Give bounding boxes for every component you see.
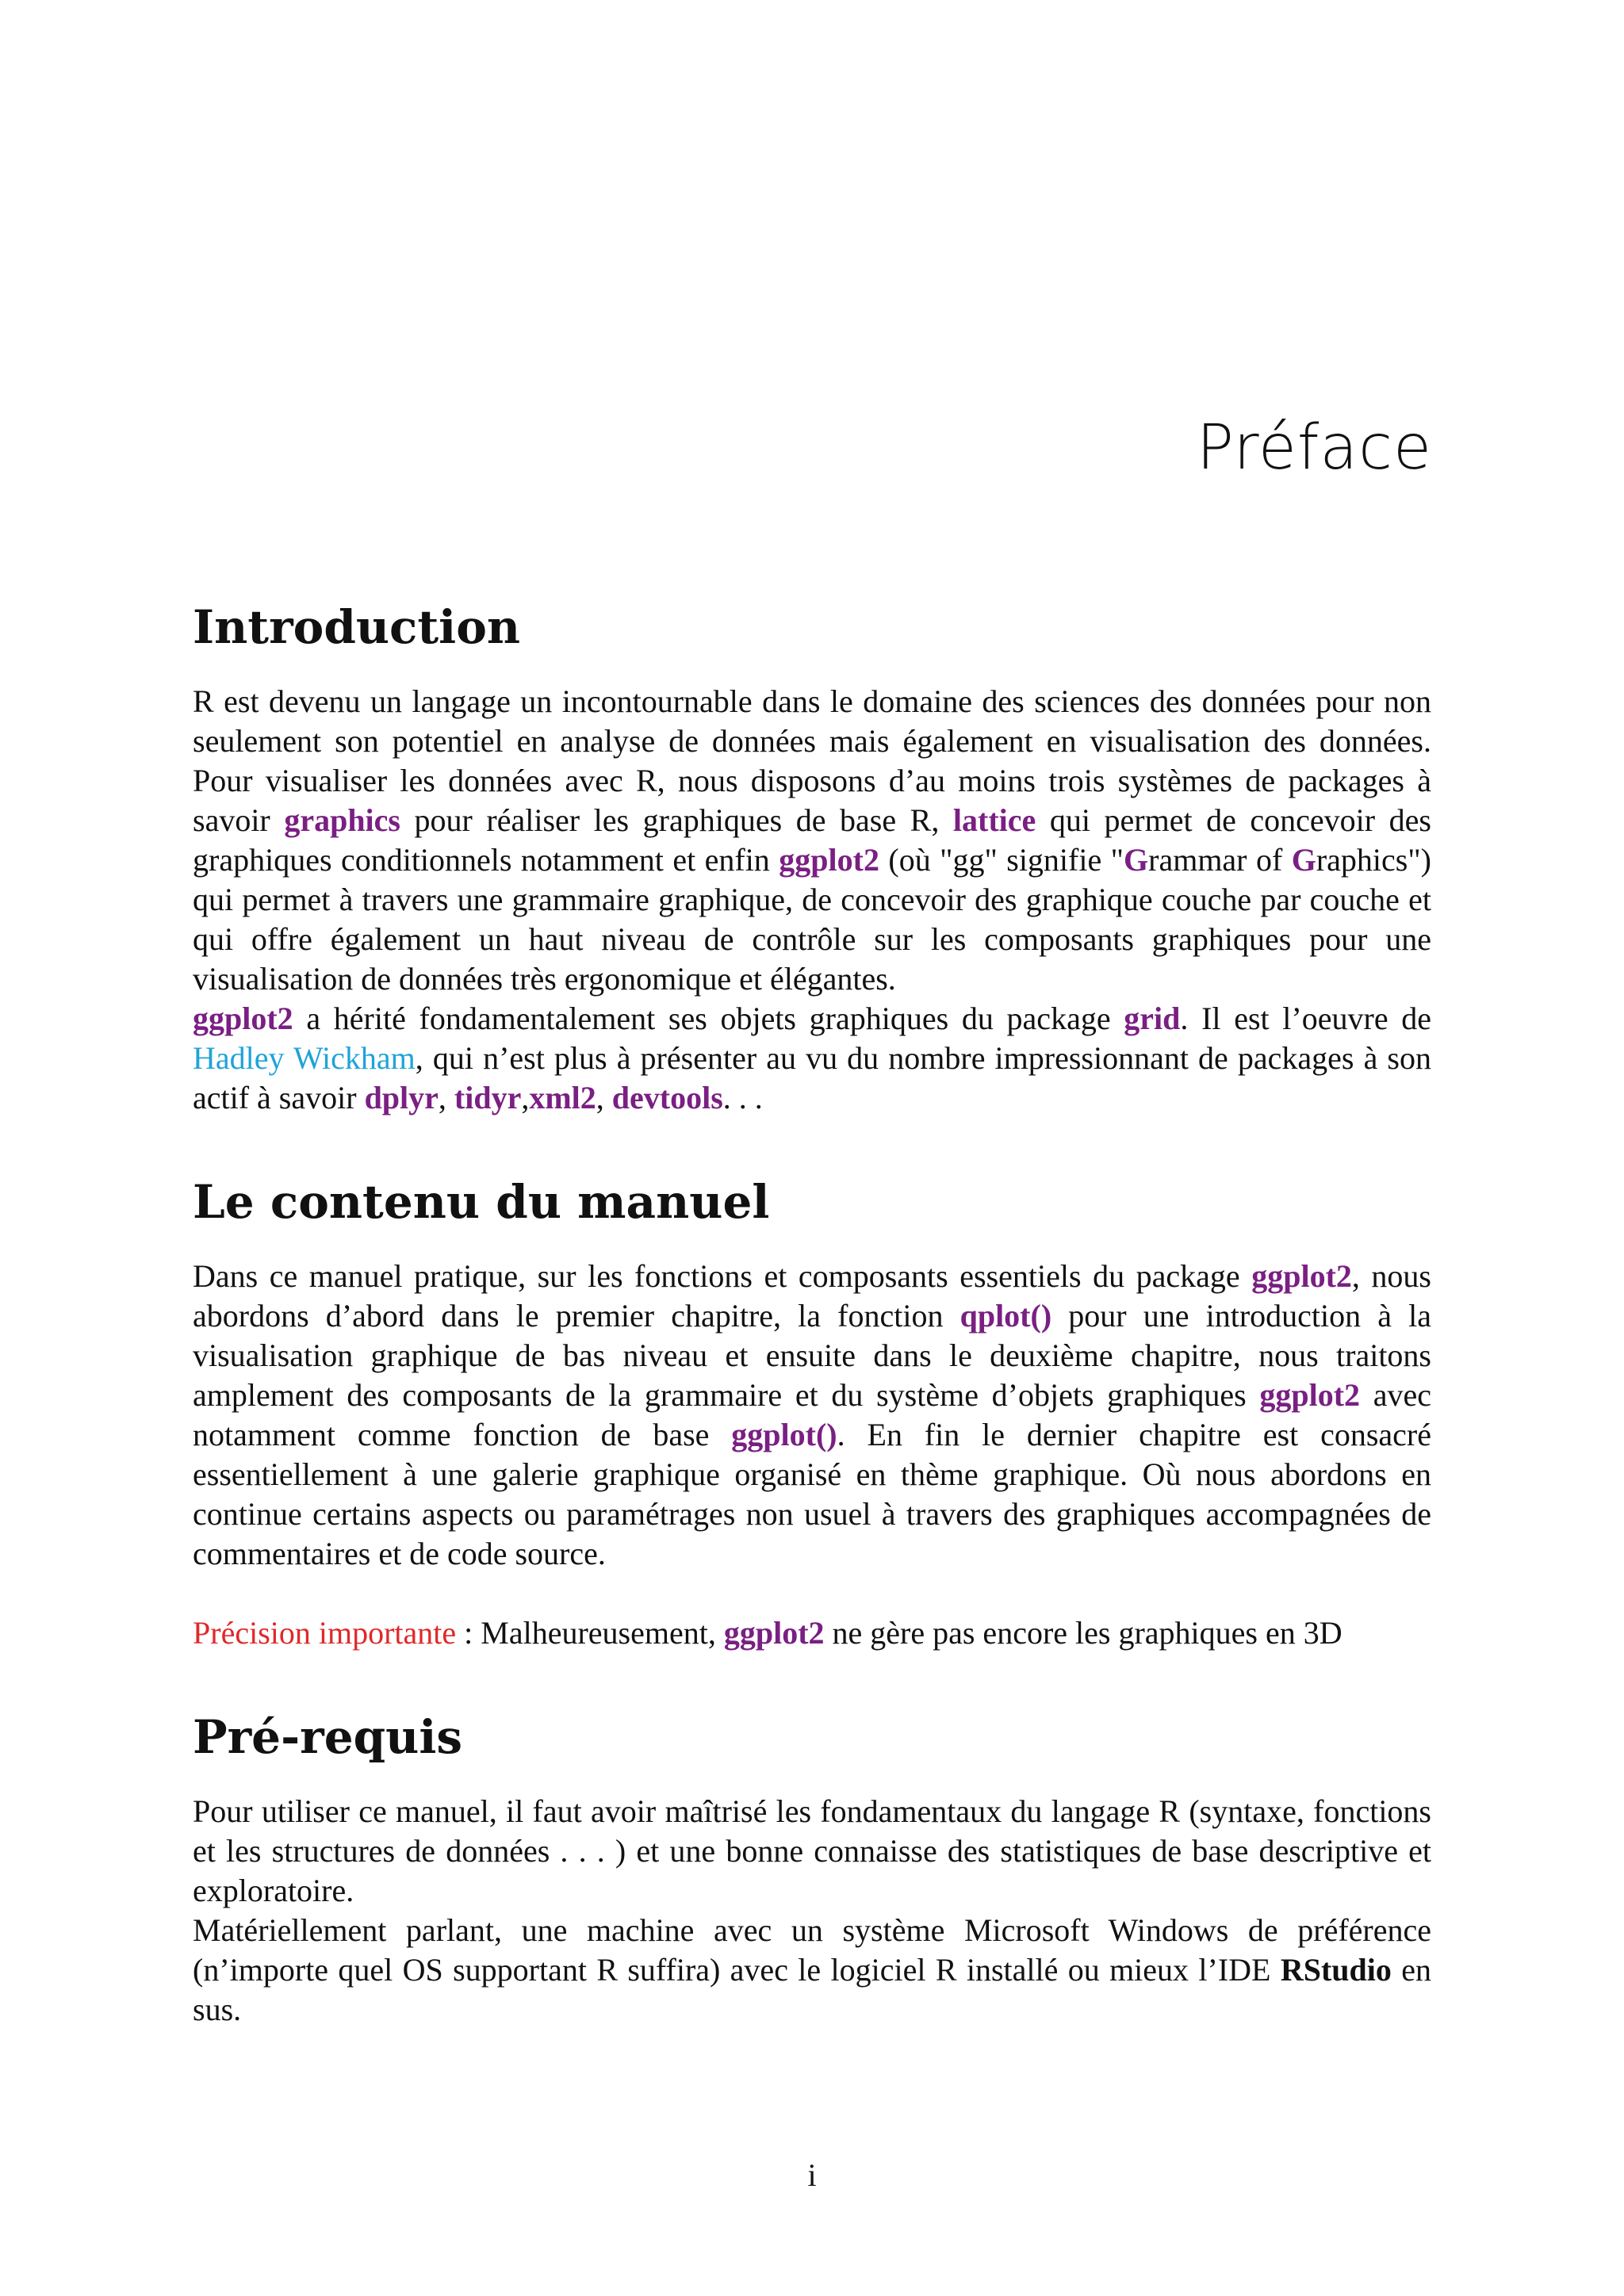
intro-paragraph-1 [193,682,1431,999]
letter-g-graphics: G [1291,841,1316,878]
text: ne gère pas encore les graphiques en 3D [824,1614,1342,1651]
package-ggplot2: ggplot2 [779,841,879,878]
text: Matériellement parlant, une machine avec un système Microsoft Windows de préférence (n’importe quel OS supportant R suffira) avec le logiciel R installé ou mieux l’IDE [193,1911,1431,1988]
intro-paragraph-2 [193,999,1431,1118]
section-prerequis [193,1712,1431,2030]
package-dplyr: dplyr [364,1079,439,1115]
author-link[interactable]: Hadley Wickham [193,1039,416,1076]
package-grid: grid [1124,1000,1181,1036]
section-introduction [193,600,1432,1118]
text: . En fin le dernier chapitre est consacré essentiellement à une galerie graphique organisé en thème graphique. Où nous abordons en continue certains aspects ou paramétrages non usuel à travers des graphiques accompagnées de commentaires et de code source. [193,1416,1432,1571]
text: pour réaliser les graphiques de base R, [400,802,953,838]
package-ggplot2: ggplot2 [1251,1257,1352,1294]
important-note [193,1613,1431,1653]
text: . . . [722,1079,763,1115]
package-lattice: lattice [952,802,1036,838]
text: , [438,1079,454,1115]
note-label: Précision importante [193,1614,457,1651]
text: en sus. [193,1951,1431,2027]
text: , nous abordons d’abord dans le premier chapitre, la fonction [193,1257,1431,1334]
text: raphics") qui permet à travers une grammaire graphique, de concevoir des graphique couche par couche et qui offre également un haut niveau de contrôle sur les composants graphiques pour une visualisation de données très ergonomique et élégantes. [193,841,1431,997]
package-ggplot2: ggplot2 [1259,1376,1361,1413]
package-ggplot2: ggplot2 [723,1614,825,1651]
text: . Il est l’oeuvre de [1180,1000,1432,1036]
text: , [521,1079,530,1115]
page-number: i [807,2157,817,2193]
function-ggplot: ggplot() [731,1416,837,1452]
text: : Malheureusement, [456,1614,724,1651]
text: rammar of [1148,841,1292,878]
section-contenu [193,1177,1431,1653]
prerequis-paragraph-2 [193,1911,1431,2030]
heading-prerequis: Pré-requis [193,1710,463,1764]
text: a hérité fondamentalement ses objets graphiques du package [293,1000,1124,1036]
rstudio-name: RStudio [1280,1951,1392,1988]
text: , [596,1079,612,1115]
package-ggplot2: ggplot2 [193,1000,293,1036]
heading-introduction: Introduction [193,600,521,654]
text: R est devenu un langage un incontournable dans le domaine des sciences des données pour non seulement son potentiel en analyse de données mais également en visualisation des données. Pour visualiser les données avec R, nous disposons d’au moins trois systèmes de packages à savoir [193,683,1431,838]
text: pour une introduction à la visualisation graphique de bas niveau et ensuite dans le deuxième chapitre, nous traitons amplement des composants de la grammaire et du système d’objets graphiques [193,1297,1431,1413]
heading-contenu: Le contenu du manuel [193,1175,770,1229]
letter-g-grammar: G [1124,841,1149,878]
function-qplot: qplot() [959,1297,1052,1334]
package-xml2: xml2 [529,1079,596,1115]
prerequis-paragraph-1: Pour utiliser ce manuel, il faut avoir maîtrisé les fondamentaux du langage R (syntaxe, fonctions et les structures de données . . . ) et une bonne connaisse des statistiques de base descriptive et exploratoire. [193,1793,1431,1908]
contenu-paragraph [193,1257,1431,1574]
package-graphics: graphics [284,802,400,838]
text: , qui n’est plus à présenter au vu du nombre impressionnant de packages à son actif à savoir [193,1039,1432,1115]
text: Dans ce manuel pratique, sur les fonctions et composants essentiels du package [193,1257,1252,1294]
text: avec notamment comme fonction de base [193,1376,1432,1452]
text: qui permet de concevoir des graphiques conditionnels notamment et enfin [193,802,1431,878]
chapter-title: Préface [1196,412,1432,484]
text: (où "gg" signifie " [879,841,1124,878]
package-tidyr: tidyr [454,1079,522,1115]
package-devtools: devtools [611,1079,723,1115]
